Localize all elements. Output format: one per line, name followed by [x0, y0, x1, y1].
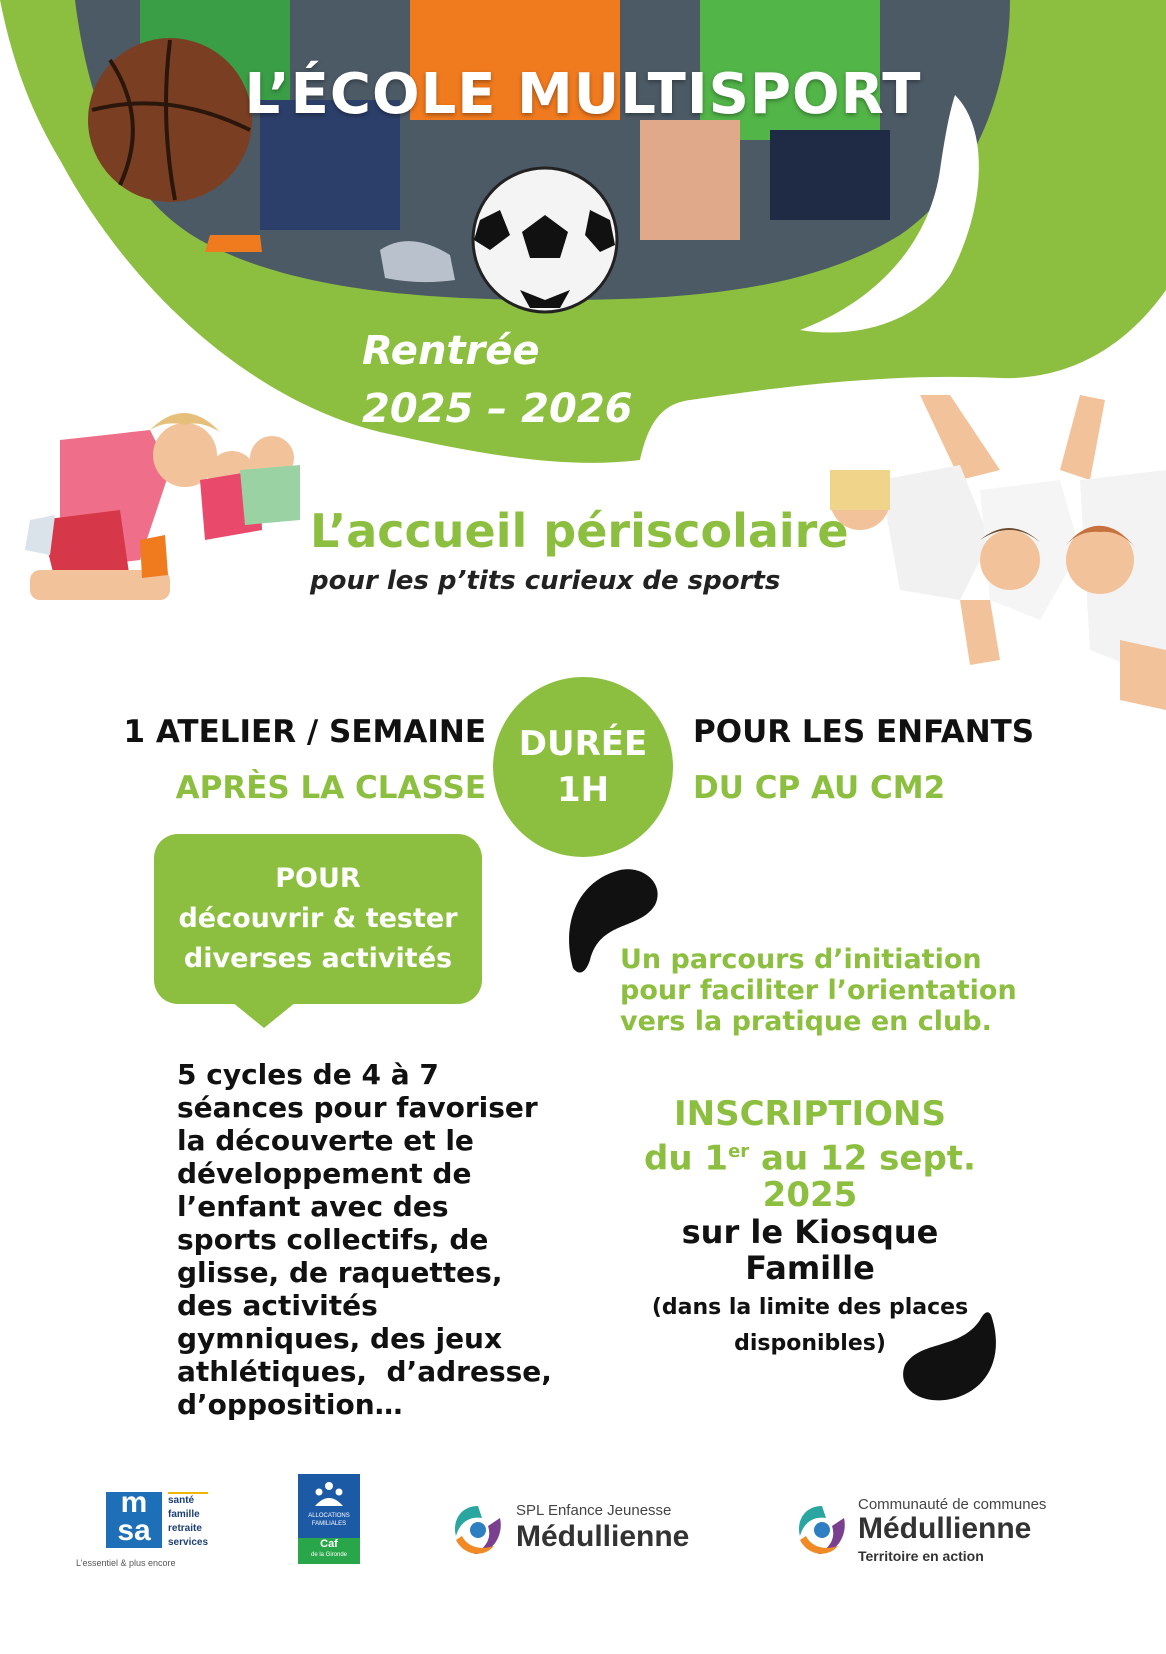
description-line: gymniques, des jeux: [177, 1322, 503, 1355]
rentree-label: Rentrée: [362, 328, 540, 374]
spl-logo: [450, 1500, 730, 1560]
medullienne-swirl-icon: [450, 1500, 506, 1560]
description-line: la découverte et le: [177, 1124, 474, 1157]
msa-item: services: [168, 1537, 209, 1548]
msa-tagline: L’essentiel & plus encore: [76, 1558, 176, 1568]
registration-note: (dans la limite des places: [651, 1295, 969, 1321]
medullienne-swirl-icon: [794, 1500, 850, 1560]
msa-mark: [106, 1486, 162, 1548]
registration-year: 2025: [762, 1175, 858, 1216]
description-line: d’opposition…: [177, 1388, 403, 1421]
spl-name: Médullienne: [516, 1520, 690, 1553]
registration-note: disponibles): [734, 1331, 886, 1357]
duration-badge: [493, 677, 673, 857]
msa-item: famille: [168, 1509, 200, 1520]
registration-where: Famille: [745, 1249, 875, 1288]
cdc-logo: [794, 1496, 1094, 1566]
registration-heading: INSCRIPTIONS: [674, 1094, 946, 1134]
caf-line: ALLOCATIONS: [308, 1513, 350, 1519]
description-line: glisse, de raquettes,: [177, 1256, 503, 1289]
caf-family-icon: [311, 1480, 347, 1510]
cdc-name: Médullienne: [858, 1512, 1032, 1545]
registration-where: sur le Kiosque: [681, 1213, 939, 1252]
bubble-line: POUR: [275, 863, 361, 894]
msa-letters: sa: [117, 1514, 151, 1547]
msa-item: santé: [168, 1495, 195, 1506]
description-line: des activités: [177, 1289, 378, 1322]
grade-range-text: DU CP AU CM2: [693, 770, 946, 806]
description-line: 5 cycles de 4 à 7: [177, 1058, 439, 1091]
kids-right-photo: [830, 395, 1166, 710]
cdc-small-text: Communauté de communes: [858, 1496, 1047, 1513]
kid-leg-skin: [640, 120, 740, 240]
parcours-line: pour faciliter l’orientation: [620, 975, 1017, 1006]
description-line: athlétiques, d’adresse,: [177, 1355, 552, 1388]
timing-text: APRÈS LA CLASSE: [175, 770, 486, 806]
section-subtitle: pour les p’tits curieux de sports: [310, 566, 781, 596]
duration-label: DURÉE: [518, 724, 648, 764]
msa-logo: [76, 1486, 236, 1572]
registration-block: [600, 1096, 1020, 1362]
msa-letters: m: [120, 1486, 148, 1519]
page-title: L’ÉCOLE MULTISPORT: [244, 62, 922, 127]
msa-item: retraite: [168, 1523, 202, 1534]
cdc-tagline: Territoire en action: [858, 1548, 984, 1564]
date-suffix: au 12 sept.: [749, 1138, 976, 1179]
bubble-tail: [232, 1002, 296, 1028]
sneaker-shoe-orange: [205, 235, 262, 252]
spl-small-text: SPL Enfance Jeunesse: [516, 1502, 672, 1519]
kid-shorts-navy: [770, 130, 890, 220]
caf-region: de la Gironde: [310, 1552, 348, 1558]
caf-logo: [298, 1474, 360, 1564]
caf-line: FAMILIALES: [311, 1521, 347, 1527]
description-line: sports collectifs, de: [177, 1223, 489, 1256]
section-title: L’accueil périscolaire: [310, 504, 849, 558]
caf-name: Caf: [320, 1538, 338, 1550]
kids-left-photo: [20, 413, 300, 600]
parcours-text: [620, 944, 1017, 1037]
cycles-description: [177, 1058, 557, 1421]
parcours-line: vers la pratique en club.: [620, 1006, 992, 1037]
frequency-text: 1 ATELIER / SEMAINE: [123, 714, 486, 750]
description-line: l’enfant avec des: [177, 1190, 449, 1223]
parcours-line: Un parcours d’initiation: [620, 944, 982, 975]
caf-text: [298, 1512, 360, 1528]
description-line: développement de: [177, 1157, 472, 1190]
duration-value: 1H: [556, 770, 610, 810]
date-sup: er: [728, 1141, 750, 1162]
msa-services: [168, 1492, 208, 1550]
date-prefix: du 1: [644, 1138, 729, 1179]
purpose-bubble: [154, 834, 482, 1004]
bubble-line: découvrir & tester: [178, 903, 458, 934]
bubble-line: diverses activités: [183, 943, 453, 974]
school-year: 2025 – 2026: [362, 386, 633, 432]
description-line: séances pour favoriser: [177, 1091, 538, 1124]
registration-dates: [600, 1133, 1020, 1177]
audience-text: POUR LES ENFANTS: [693, 714, 1035, 750]
